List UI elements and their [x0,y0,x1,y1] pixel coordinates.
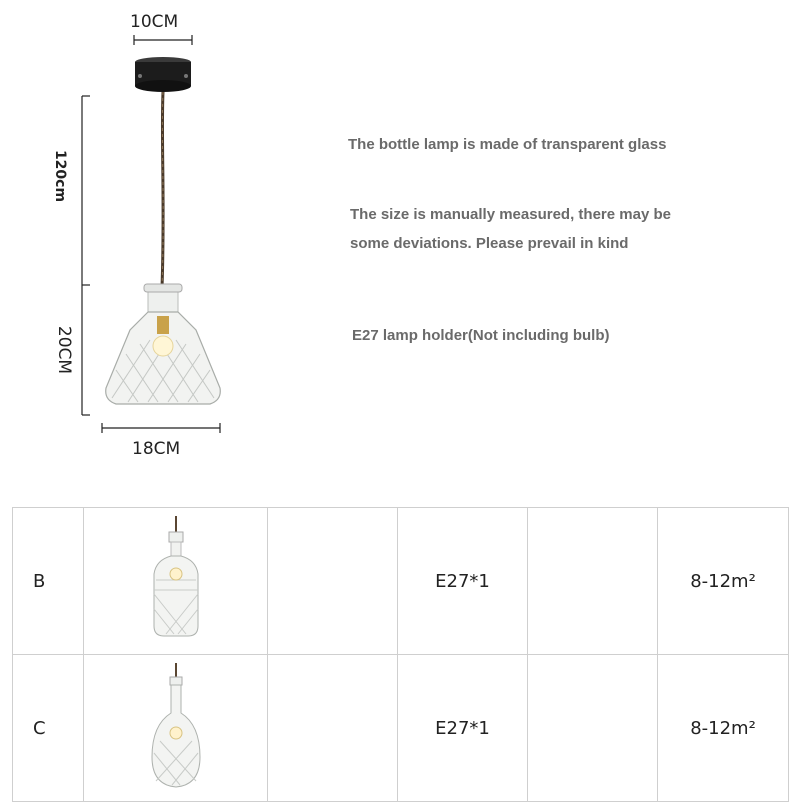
lamp-c-image [146,661,206,791]
lamp-b-image [146,514,206,644]
shade-height-dimension [82,285,90,415]
shade-width-label: 18CM [132,439,181,459]
row-label: C [13,655,84,802]
coverage-area: 8-12m² [658,655,789,802]
bulb-spec: E27*1 [398,655,528,802]
coverage-area: 8-12m² [658,508,789,655]
lamp-holder-note: E27 lamp holder(Not including bulb) [352,327,610,344]
table-row [13,655,789,802]
shade-height-label: 20CM [54,325,75,375]
cord-length-label: 120cm [52,149,69,203]
empty-cell [528,508,658,655]
ceiling-canopy [135,57,191,92]
empty-cell [268,508,398,655]
top-width-label: 10CM [130,12,179,32]
cord-length-dimension [82,96,90,285]
bulb-spec: E27*1 [398,508,528,655]
empty-cell [268,655,398,802]
glass-bottle-shade [106,284,221,404]
top-width-dimension [134,35,192,45]
twisted-cord [162,92,163,288]
row-label: B [13,508,84,655]
shade-width-dimension [102,423,220,433]
material-description: The bottle lamp is made of transparent glass [348,136,667,153]
size-note-line1: The size is manually measured, there may be [350,206,671,223]
table-row [13,508,789,655]
lamp-image-cell [84,655,268,802]
size-note-line2: some deviations. Please prevail in kind [350,235,629,252]
lamp-dimension-diagram [0,0,330,480]
lamp-image-cell [84,508,268,655]
spec-table [12,507,789,802]
empty-cell [528,655,658,802]
